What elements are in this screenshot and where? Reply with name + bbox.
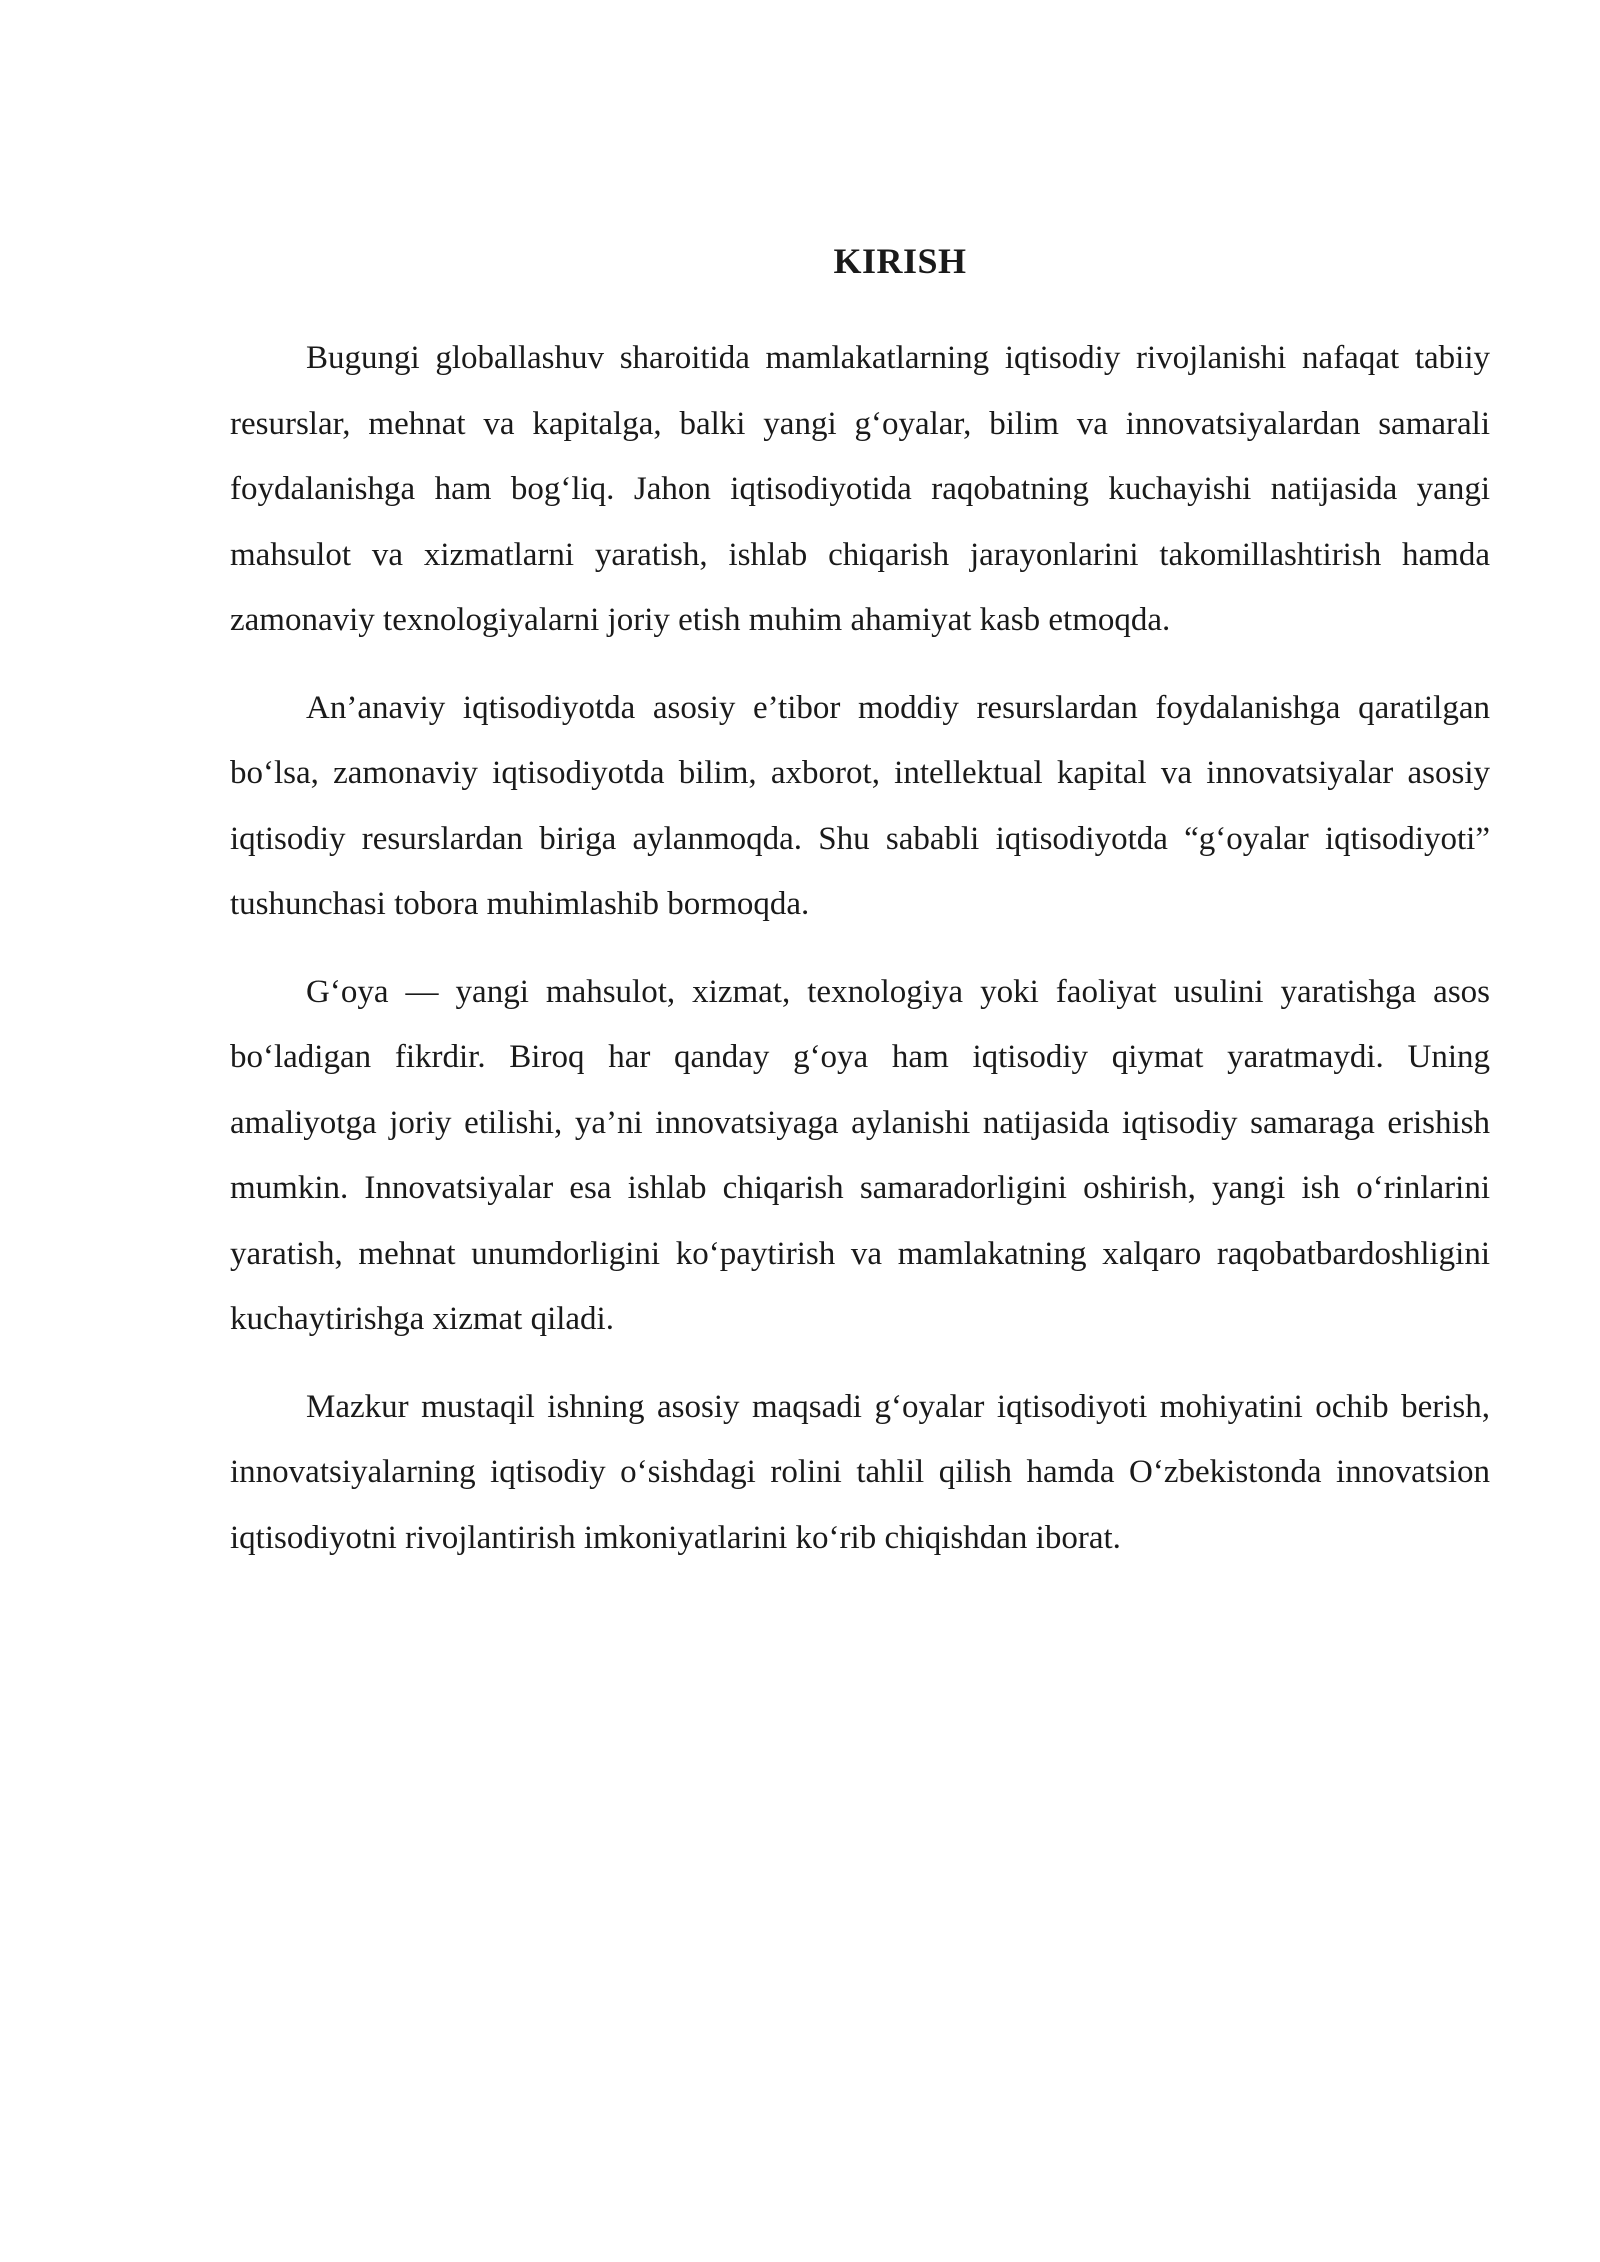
page-title-text: KIRISH [833,241,967,281]
paragraph-2: An’anaviy iqtisodiyotda asosiy e’tibor moddiy resurslardan foydalanishga qaratilgan bo‘lsa, zamonaviy iqtisodiyotda bilim, axborot, intellektual kapital va innovatsiyalar asosiy iqtisodiy resurslardan biriga aylanmoqda. Shu sababli iqtisodiyotda “g‘oyalar iqtisodiyoti” tushunchasi tobora muhimlashib bormoqda. [230,689,1490,922]
paragraph-4: Mazkur mustaqil ishning asosiy maqsadi g‘oyalar iqtisodiyoti mohiyatini ochib berish, innovatsiyalarning iqtisodiy o‘sishdagi rolini tahlil qilish hamda O‘zbekistonda innovatsion iqtisodiyotni rivojlantirish imkoniyatlarini ko‘rib chiqishdan iborat. [230,1388,1490,1556]
paragraph-1: Bugungi globallashuv sharoitida mamlakatlarning iqtisodiy rivojlanishi nafaqat tabiiy resurslar, mehnat va kapitalga, balki yangi g‘oyalar, bilim va innovatsiyalardan samarali foydalanishga ham bog‘liq. Jahon iqtisodiyotida raqobatning kuchayishi natijasida yangi mahsulot va xizmatlarni yaratish, ishlab chiqarish jarayonlarini takomillashtirish hamda zamonaviy texnologiyalarni joriy etish muhim ahamiyat kasb etmoqda. [230,340,1490,638]
document-body [230,326,1490,1593]
paragraph-3: G‘oya — yangi mahsulot, xizmat, texnologiya yoki faoliyat usulini yaratishga asos bo‘ladigan fikrdir. Biroq har qanday g‘oya ham iqtisodiy qiymat yaratmaydi. Uning amaliyotga joriy etilishi, ya’ni innovatsiyaga aylanishi natijasida iqtisodiy samaraga erishish mumkin. Innovatsiyalar esa ishlab chiqarish samaradorligini oshirish, yangi ish o‘rinlarini yaratish, mehnat unumdorligini ko‘paytirish va mamlakatning xalqaro raqobatbardoshligini kuchaytirishga xizmat qiladi. [230,973,1490,1337]
page-title [0,236,1600,286]
